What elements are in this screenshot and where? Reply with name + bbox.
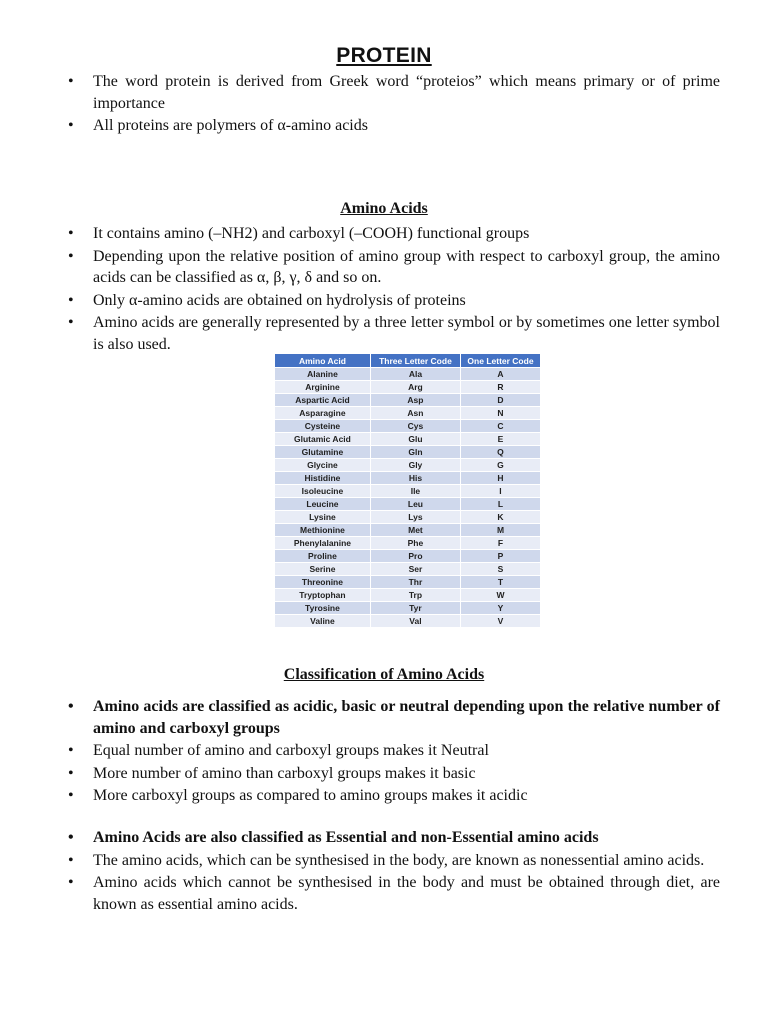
table-row: [275, 446, 540, 459]
classification-list: [68, 696, 720, 808]
cell-one-letter-code: C: [460, 420, 540, 433]
cell-amino-acid: Isoleucine: [275, 485, 370, 498]
cell-amino-acid: Tryptophan: [275, 589, 370, 602]
cell-one-letter-code: I: [460, 485, 540, 498]
table-row: [275, 511, 540, 524]
cell-three-letter-code: Thr: [370, 576, 460, 589]
table-row: [275, 537, 540, 550]
cell-one-letter-code: D: [460, 394, 540, 407]
list-item: • More number of amino than carboxyl groups makes it basic: [68, 763, 720, 785]
list-item: • All proteins are polymers of α-amino acids: [68, 115, 720, 137]
column-header-one-letter-code: One Letter Code: [460, 354, 540, 368]
intro-list: [68, 71, 720, 138]
section-heading-classification: Classification of Amino Acids: [283, 666, 485, 683]
table-row: [275, 589, 540, 602]
table-header-row: [275, 354, 540, 368]
cell-three-letter-code: Gly: [370, 459, 460, 472]
cell-one-letter-code: L: [460, 498, 540, 511]
list-item: • More carboxyl groups as compared to amino groups makes it acidic: [68, 785, 720, 807]
cell-amino-acid: Glutamic Acid: [275, 433, 370, 446]
table-row: [275, 498, 540, 511]
section-heading-amino-acids: Amino Acids: [340, 200, 428, 217]
cell-three-letter-code: Ser: [370, 563, 460, 576]
list-item: • The word protein is derived from Greek word “proteios” which means primary or of prime importance: [68, 71, 720, 114]
column-header-three-letter-code: Three Letter Code: [370, 354, 460, 368]
cell-one-letter-code: P: [460, 550, 540, 563]
cell-amino-acid: Asparagine: [275, 407, 370, 420]
page-title: PROTEIN: [336, 44, 432, 67]
list-item: • Equal number of amino and carboxyl groups makes it Neutral: [68, 740, 720, 762]
cell-amino-acid: Methionine: [275, 524, 370, 537]
table-row: [275, 407, 540, 420]
table-row: [275, 433, 540, 446]
cell-one-letter-code: R: [460, 381, 540, 394]
cell-three-letter-code: Tyr: [370, 602, 460, 615]
cell-one-letter-code: N: [460, 407, 540, 420]
essential-classification-list: [68, 827, 720, 916]
list-item: • Only α-amino acids are obtained on hydrolysis of proteins: [68, 290, 720, 312]
cell-three-letter-code: His: [370, 472, 460, 485]
cell-three-letter-code: Ile: [370, 485, 460, 498]
cell-one-letter-code: W: [460, 589, 540, 602]
column-header-amino-acid: Amino Acid: [275, 354, 370, 368]
cell-three-letter-code: Arg: [370, 381, 460, 394]
cell-one-letter-code: K: [460, 511, 540, 524]
cell-amino-acid: Valine: [275, 615, 370, 628]
cell-three-letter-code: Gln: [370, 446, 460, 459]
list-item: • Depending upon the relative position of amino group with respect to carboxyl group, the amino acids can be classified as α, β, γ, δ and so on.: [68, 246, 720, 289]
table-row: [275, 472, 540, 485]
table-row: [275, 563, 540, 576]
cell-three-letter-code: Cys: [370, 420, 460, 433]
cell-amino-acid: Serine: [275, 563, 370, 576]
cell-amino-acid: Cysteine: [275, 420, 370, 433]
cell-three-letter-code: Asn: [370, 407, 460, 420]
cell-amino-acid: Alanine: [275, 368, 370, 381]
cell-one-letter-code: F: [460, 537, 540, 550]
table-row: [275, 381, 540, 394]
cell-one-letter-code: Y: [460, 602, 540, 615]
list-item: • Amino Acids are also classified as Essential and non-Essential amino acids: [68, 827, 720, 849]
cell-one-letter-code: Q: [460, 446, 540, 459]
cell-three-letter-code: Ala: [370, 368, 460, 381]
table-row: [275, 394, 540, 407]
cell-amino-acid: Aspartic Acid: [275, 394, 370, 407]
table-body: [275, 368, 540, 628]
cell-amino-acid: Threonine: [275, 576, 370, 589]
cell-one-letter-code: H: [460, 472, 540, 485]
amino-acid-code-table: [275, 354, 540, 627]
cell-one-letter-code: M: [460, 524, 540, 537]
table-row: [275, 420, 540, 433]
cell-amino-acid: Lysine: [275, 511, 370, 524]
cell-one-letter-code: E: [460, 433, 540, 446]
table-row: [275, 615, 540, 628]
table-row: [275, 550, 540, 563]
cell-amino-acid: Histidine: [275, 472, 370, 485]
cell-three-letter-code: Phe: [370, 537, 460, 550]
cell-three-letter-code: Glu: [370, 433, 460, 446]
cell-amino-acid: Glutamine: [275, 446, 370, 459]
table-row: [275, 602, 540, 615]
cell-amino-acid: Phenylalanine: [275, 537, 370, 550]
cell-three-letter-code: Pro: [370, 550, 460, 563]
list-item: • It contains amino (–NH2) and carboxyl (–COOH) functional groups: [68, 223, 720, 245]
cell-amino-acid: Proline: [275, 550, 370, 563]
cell-three-letter-code: Lys: [370, 511, 460, 524]
amino-acids-list: [68, 223, 720, 356]
cell-three-letter-code: Trp: [370, 589, 460, 602]
list-item: • Amino acids which cannot be synthesised in the body and must be obtained through diet, are known as essential amino acids.: [68, 872, 720, 915]
cell-three-letter-code: Leu: [370, 498, 460, 511]
cell-amino-acid: Tyrosine: [275, 602, 370, 615]
cell-one-letter-code: S: [460, 563, 540, 576]
cell-amino-acid: Leucine: [275, 498, 370, 511]
cell-amino-acid: Arginine: [275, 381, 370, 394]
cell-one-letter-code: V: [460, 615, 540, 628]
cell-one-letter-code: A: [460, 368, 540, 381]
cell-amino-acid: Glycine: [275, 459, 370, 472]
table-row: [275, 524, 540, 537]
list-item: • The amino acids, which can be synthesised in the body, are known as nonessential amino acids.: [68, 850, 720, 872]
list-item: • Amino acids are generally represented by a three letter symbol or by sometimes one letter symbol is also used.: [68, 312, 720, 355]
table-row: [275, 485, 540, 498]
list-item: • Amino acids are classified as acidic, basic or neutral depending upon the relative number of amino and carboxyl groups: [68, 696, 720, 739]
table-row: [275, 459, 540, 472]
cell-three-letter-code: Asp: [370, 394, 460, 407]
cell-three-letter-code: Met: [370, 524, 460, 537]
cell-one-letter-code: T: [460, 576, 540, 589]
table-row: [275, 576, 540, 589]
table: [275, 354, 540, 627]
cell-three-letter-code: Val: [370, 615, 460, 628]
cell-one-letter-code: G: [460, 459, 540, 472]
table-row: [275, 368, 540, 381]
